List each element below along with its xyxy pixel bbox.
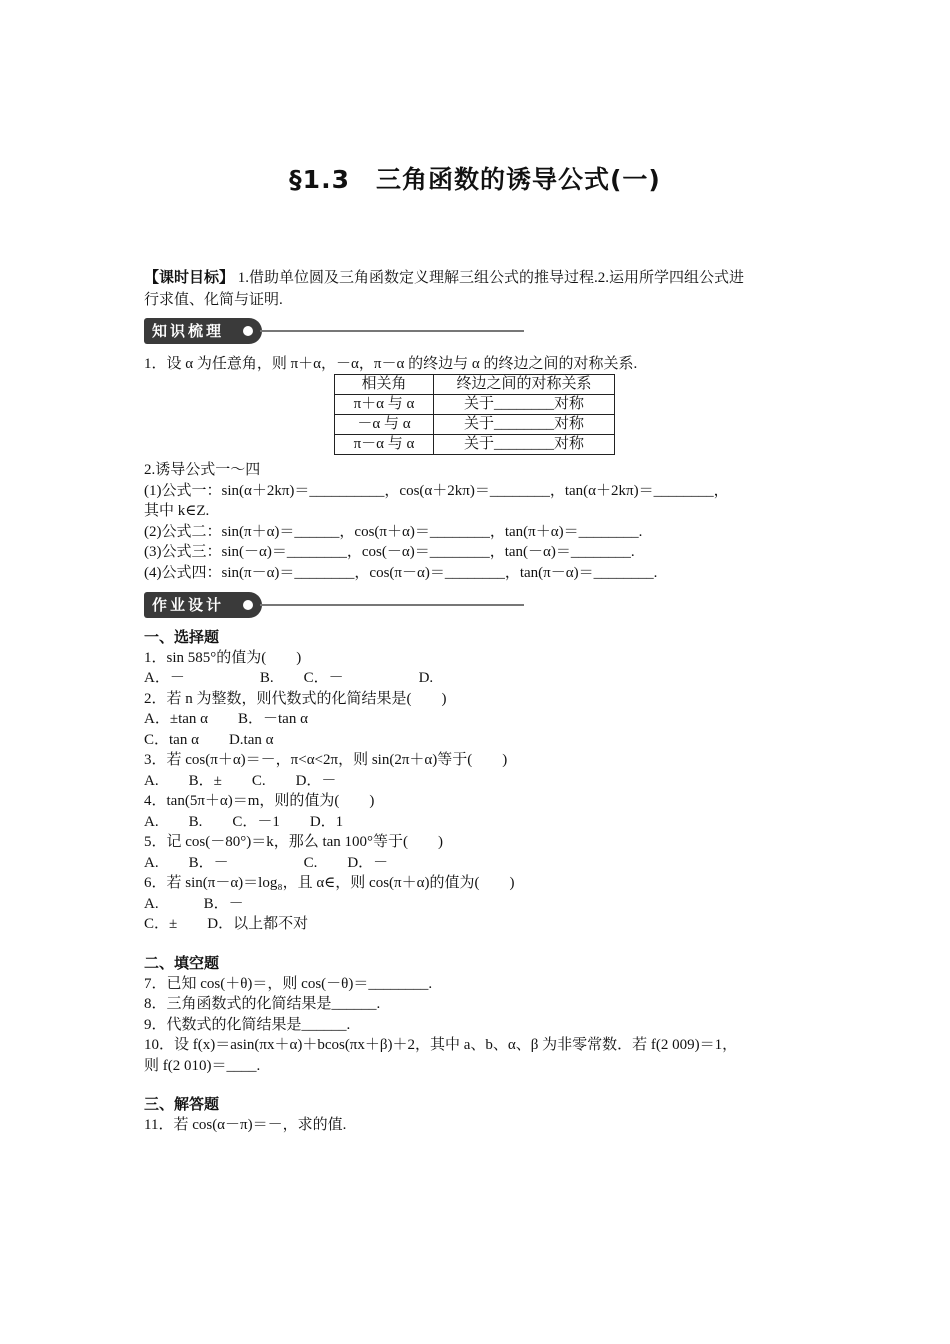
question-10b: 则 f(2 010)＝____. xyxy=(144,1058,261,1074)
banner-dot-icon xyxy=(243,326,253,336)
goal-line-2: 行求值、化简与证明. xyxy=(144,292,283,308)
section-fill: 二、填空题 xyxy=(144,956,220,972)
formula-2: (2)公式二：sin(π＋α)＝______，cos(π＋α)＝________，tan(π＋α)＝________. xyxy=(144,524,643,540)
banner-rule xyxy=(260,604,524,606)
table-header-cell: 终边之间的对称关系 xyxy=(434,375,615,395)
section-answer: 三、解答题 xyxy=(144,1097,220,1113)
question-2-options-1: A．±tan α B．－tan α xyxy=(144,711,308,727)
question-11: 11．若 cos(α－π)＝－，求的值. xyxy=(144,1117,347,1133)
banner-homework-label: 作业设计 xyxy=(144,592,262,618)
question-9: 9．代数式的化简结果是______. xyxy=(144,1017,351,1033)
question-5-options: A. B．－ C. D．－ xyxy=(144,855,389,871)
table-row xyxy=(335,395,615,415)
banner-knowledge-label: 知识梳理 xyxy=(144,318,262,344)
question-6-options-2: C．± D．以上都不对 xyxy=(144,916,309,932)
page-title: §1.3 三角函数的诱导公式(一) xyxy=(289,165,661,194)
section-choice: 一、选择题 xyxy=(144,630,220,646)
question-6: 6．若 sin(π－α)＝log₈，且 α∈，则 cos(π＋α)的值为( ) xyxy=(144,875,515,891)
question-7: 7．已知 cos(＋θ)＝，则 cos(－θ)＝________. xyxy=(144,976,433,992)
question-2: 2．若 n 为整数，则代数式的化简结果是( ) xyxy=(144,691,447,707)
question-1: 1．sin 585°的值为( ) xyxy=(144,650,302,666)
question-3-options: A. B．± C. D．－ xyxy=(144,773,337,789)
banner-homework xyxy=(144,592,526,618)
goal-line-1 xyxy=(144,268,744,288)
banner-rule xyxy=(260,330,524,332)
symmetry-table xyxy=(334,374,615,455)
question-1-options: A．－ B. C．－ D. xyxy=(144,670,434,686)
table-header-cell: 相关角 xyxy=(335,375,434,395)
formula-1a: (1)公式一：sin(α＋2kπ)＝__________，cos(α＋2kπ)＝________，tan(α＋2kπ)＝________， xyxy=(144,483,729,499)
question-10a: 10．设 f(x)＝asin(πx＋α)＋bcos(πx＋β)＋2，其中 a、b、α、β 为非零常数．若 f(2 009)＝1， xyxy=(144,1037,738,1053)
table-cell: －α 与 α xyxy=(335,415,434,435)
table-cell: 关于________对称 xyxy=(434,435,615,455)
question-3: 3．若 cos(π＋α)＝－，π<α<2π，则 sin(2π＋α)等于( ) xyxy=(144,752,508,768)
question-6-options-1: A. B．－ xyxy=(144,896,244,912)
question-5: 5．记 cos(－80°)＝k，那么 tan 100°等于( ) xyxy=(144,834,444,850)
question-8: 8．三角函数式的化简结果是______. xyxy=(144,996,381,1012)
formula-3: (3)公式三：sin(－α)＝________，cos(－α)＝________，tan(－α)＝________. xyxy=(144,544,635,560)
knowledge-item-1: 1．设 α 为任意角，则 π＋α，－α，π－α 的终边与 α 的终边之间的对称关系. xyxy=(144,356,638,372)
table-cell: 关于________对称 xyxy=(434,395,615,415)
table-row xyxy=(335,415,615,435)
goal-label: 【课时目标】 xyxy=(144,270,235,286)
table-cell: π－α 与 α xyxy=(335,435,434,455)
question-4: 4．tan(5π＋α)＝m，则的值为( ) xyxy=(144,793,375,809)
banner-dot-icon xyxy=(243,600,253,610)
banner-knowledge xyxy=(144,318,526,344)
formula-1b: 其中 k∈Z. xyxy=(144,503,210,519)
table-cell: 关于________对称 xyxy=(434,415,615,435)
question-2-options-2: C．tan α D.tan α xyxy=(144,732,274,748)
table-cell: π＋α 与 α xyxy=(335,395,434,415)
formula-4: (4)公式四：sin(π－α)＝________，cos(π－α)＝________，tan(π－α)＝________. xyxy=(144,565,658,581)
question-4-options: A. B. C．－1 D．1 xyxy=(144,814,344,830)
goal-text-1: 1.借助单位圆及三角函数定义理解三组公式的推导过程.2.运用所学四组公式进 xyxy=(237,270,745,286)
table-header-row xyxy=(335,375,615,395)
knowledge-item-2: 2.诱导公式一～四 xyxy=(144,462,261,478)
table-row xyxy=(335,435,615,455)
